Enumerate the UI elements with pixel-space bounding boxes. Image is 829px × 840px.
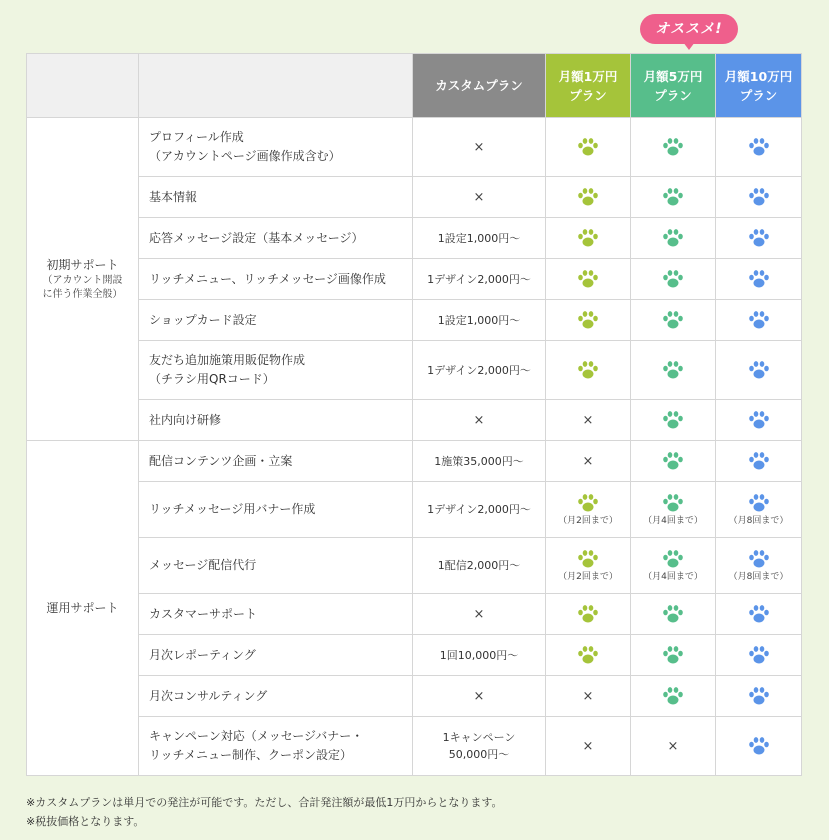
paw-icon (662, 137, 684, 157)
plan-p5-cell (631, 717, 716, 776)
table-row (27, 676, 802, 717)
cross-mark: × (582, 688, 594, 704)
paw-icon (577, 310, 599, 330)
paw-icon (577, 604, 599, 624)
paw-icon (662, 493, 684, 513)
custom-plan-price-text: 1設定1,000円〜 (437, 313, 521, 327)
plan-p5-cell (631, 538, 716, 594)
paw-icon (577, 137, 599, 157)
service-item (139, 441, 413, 482)
service-item-label: プロフィール作成 (149, 130, 244, 144)
frequency-limit: （月8回まで） (728, 571, 789, 582)
plan-p5-cell (631, 300, 716, 341)
paw-icon (577, 645, 599, 665)
custom-plan-price (413, 118, 546, 177)
custom-plan-price-text: 1デザイン2,000円〜 (427, 503, 531, 516)
table-row (27, 717, 802, 776)
paw-icon (748, 410, 770, 430)
paw-icon (662, 686, 684, 706)
custom-plan-price (413, 482, 546, 538)
plan-p1-cell (546, 400, 631, 441)
paw-icon (662, 360, 684, 380)
paw-icon (577, 549, 599, 569)
plan-p10-cell (716, 717, 802, 776)
header-plan-100k-line1: 月額10万円 (724, 68, 793, 84)
plan-p10-cell (716, 259, 802, 300)
paw-icon (748, 310, 770, 330)
category-initial-support (27, 118, 139, 441)
plan-comparison-table (26, 53, 801, 776)
plan-p10-cell (716, 177, 802, 218)
plan-p10-cell (716, 482, 802, 538)
plan-p10-cell (716, 300, 802, 341)
paw-icon (748, 645, 770, 665)
service-item-label: 応答メッセージ設定（基本メッセージ） (149, 230, 364, 245)
plan-p1-cell (546, 341, 631, 400)
plan-p1-cell (546, 538, 631, 594)
custom-plan-price-text: × (473, 606, 485, 622)
header-plan-10k-line1: 月額1万円 (558, 68, 618, 84)
custom-plan-price (413, 676, 546, 717)
service-item (139, 118, 413, 177)
plan-p1-cell (546, 441, 631, 482)
service-item (139, 341, 413, 400)
paw-icon (662, 410, 684, 430)
plan-p1-cell (546, 218, 631, 259)
custom-plan-price (413, 177, 546, 218)
custom-plan-price (413, 341, 546, 400)
footnote-tax: ※税抜価格となります。 (26, 815, 145, 828)
header-blank-item (139, 54, 413, 118)
header-plan-100k-line2: プラン (739, 87, 778, 103)
custom-plan-price (413, 441, 546, 482)
service-item (139, 400, 413, 441)
cross-mark: × (667, 738, 679, 754)
plan-p10-cell (716, 118, 802, 177)
frequency-limit: （月2回まで） (558, 515, 618, 526)
custom-plan-price-text: × (473, 688, 485, 704)
header-plan-10k-line2: プラン (569, 87, 607, 103)
paw-icon (748, 187, 770, 207)
cross-mark: × (582, 738, 594, 754)
table-row (27, 118, 802, 177)
custom-plan-price (413, 717, 546, 776)
header-custom-plan: カスタムプラン (413, 54, 546, 118)
paw-icon (748, 269, 770, 289)
paw-icon (748, 736, 770, 756)
frequency-limit: （月4回まで） (643, 515, 703, 526)
paw-icon (662, 604, 684, 624)
recommended-badge-label: オススメ! (640, 14, 738, 44)
service-item-label: 基本情報 (149, 189, 198, 204)
plan-p5-cell (631, 341, 716, 400)
custom-plan-price-text: 1回10,000円〜 (439, 648, 519, 662)
paw-icon (662, 645, 684, 665)
table-row (27, 400, 802, 441)
header-plan-50k (631, 54, 716, 118)
plan-p5-cell (631, 177, 716, 218)
service-item-label: 月次レポーティング (149, 647, 256, 662)
service-item-label: カスタマーサポート (149, 606, 258, 621)
service-item (139, 259, 413, 300)
service-item-label: メッセージ配信代行 (149, 558, 257, 572)
service-item-label: （アカウントページ画像作成含む） (149, 149, 341, 163)
cross-mark: × (582, 453, 594, 469)
category-initial-note: に伴う作業全般） (42, 289, 123, 300)
plan-p1-cell (546, 594, 631, 635)
paw-icon (577, 360, 599, 380)
custom-plan-price-text: × (473, 412, 485, 428)
header-blank-category (27, 54, 139, 118)
custom-plan-price-text: 1設定1,000円〜 (437, 231, 521, 245)
header-plan-50k-line2: プラン (654, 87, 692, 103)
plan-p10-cell (716, 676, 802, 717)
plan-p5-cell (631, 400, 716, 441)
paw-icon (662, 228, 684, 248)
custom-plan-price (413, 400, 546, 441)
service-item-label: リッチメニュー、リッチメッセージ画像作成 (149, 271, 386, 286)
table-row (27, 594, 802, 635)
footnote-custom-plan: ※カスタムプランは単月での発注が可能です。ただし、合計発注額が最低1万円からとなります。 (26, 796, 503, 809)
custom-plan-price-text: 1配信2,000円〜 (437, 559, 521, 572)
category-operation-support (27, 441, 139, 776)
paw-icon (748, 493, 770, 513)
category-operation-label: 運用サポート (46, 601, 119, 615)
plan-p5-cell (631, 676, 716, 717)
plan-p10-cell (716, 594, 802, 635)
table-row (27, 177, 802, 218)
frequency-limit: （月4回まで） (643, 571, 703, 582)
cross-mark: × (582, 412, 594, 428)
paw-icon (748, 549, 770, 569)
recommended-badge-tail (683, 42, 695, 50)
service-item (139, 538, 413, 594)
table-row (27, 538, 802, 594)
service-item (139, 177, 413, 218)
table-row (27, 635, 802, 676)
custom-plan-price-text: 1デザイン2,000円〜 (427, 363, 531, 377)
category-initial-label: 初期サポート (46, 258, 119, 272)
service-item (139, 482, 413, 538)
header-plan-50k-line1: 月額5万円 (643, 68, 703, 84)
paw-icon (662, 269, 684, 289)
header-plan-100k (716, 54, 802, 118)
table-row (27, 259, 802, 300)
table-header-row (27, 54, 802, 118)
service-item-label: （チラシ用QRコード） (149, 372, 275, 386)
frequency-limit: （月8回まで） (728, 515, 789, 526)
custom-plan-price (413, 594, 546, 635)
service-item (139, 300, 413, 341)
footnotes (26, 793, 502, 831)
table-row (27, 441, 802, 482)
custom-plan-price (413, 218, 546, 259)
service-item-label: 友だち追加施策用販促物作成 (149, 353, 306, 367)
header-plan-10k (546, 54, 631, 118)
plan-p10-cell (716, 341, 802, 400)
custom-plan-price (413, 259, 546, 300)
category-initial-note: （アカウント開設 (42, 275, 123, 286)
paw-icon (577, 269, 599, 289)
frequency-limit: （月2回まで） (558, 571, 618, 582)
plan-p10-cell (716, 218, 802, 259)
paw-icon (748, 686, 770, 706)
paw-icon (748, 360, 770, 380)
custom-plan-price (413, 300, 546, 341)
service-item-label: 社内向け研修 (149, 412, 222, 427)
custom-plan-price (413, 538, 546, 594)
service-item-label: ショップカード設定 (149, 312, 257, 327)
paw-icon (577, 493, 599, 513)
service-item (139, 635, 413, 676)
service-item-label: キャンペーン対応（メッセージバナー・ (149, 729, 364, 743)
plan-p5-cell (631, 482, 716, 538)
plan-p5-cell (631, 218, 716, 259)
table-row (27, 218, 802, 259)
recommended-badge (640, 14, 738, 48)
service-item (139, 594, 413, 635)
custom-plan-price-text: 1キャンペーン (442, 731, 516, 744)
plan-p1-cell (546, 177, 631, 218)
service-item-label: 月次コンサルティング (149, 688, 268, 703)
paw-icon (748, 228, 770, 248)
paw-icon (662, 549, 684, 569)
table-row (27, 300, 802, 341)
plan-p5-cell (631, 259, 716, 300)
custom-plan-price-text: × (473, 189, 485, 205)
plan-p5-cell (631, 635, 716, 676)
paw-icon (662, 451, 684, 471)
table-row (27, 341, 802, 400)
plan-p5-cell (631, 118, 716, 177)
plan-p10-cell (716, 635, 802, 676)
custom-plan-price-text: 1施策35,000円〜 (434, 454, 524, 468)
paw-icon (662, 187, 684, 207)
plan-p1-cell (546, 717, 631, 776)
service-item (139, 676, 413, 717)
paw-icon (748, 137, 770, 157)
table-row (27, 482, 802, 538)
plan-p1-cell (546, 118, 631, 177)
paw-icon (577, 187, 599, 207)
plan-p1-cell (546, 676, 631, 717)
plan-p1-cell (546, 635, 631, 676)
service-item (139, 717, 413, 776)
plan-p5-cell (631, 594, 716, 635)
service-item (139, 218, 413, 259)
paw-icon (577, 228, 599, 248)
custom-plan-price-text: 50,000円〜 (448, 748, 510, 761)
service-item-label: 配信コンテンツ企画・立案 (149, 453, 293, 468)
service-item-label: リッチメッセージ用バナー作成 (149, 502, 316, 516)
plan-p1-cell (546, 259, 631, 300)
paw-icon (748, 604, 770, 624)
paw-icon (662, 310, 684, 330)
plan-p5-cell (631, 441, 716, 482)
plan-p10-cell (716, 441, 802, 482)
plan-p1-cell (546, 482, 631, 538)
service-item-label: リッチメニュー制作、クーポン設定） (149, 748, 353, 762)
custom-plan-price-text: 1デザイン2,000円〜 (427, 272, 531, 286)
custom-plan-price-text: × (473, 139, 485, 155)
plan-p1-cell (546, 300, 631, 341)
paw-icon (748, 451, 770, 471)
custom-plan-price (413, 635, 546, 676)
plan-p10-cell (716, 538, 802, 594)
plan-p10-cell (716, 400, 802, 441)
